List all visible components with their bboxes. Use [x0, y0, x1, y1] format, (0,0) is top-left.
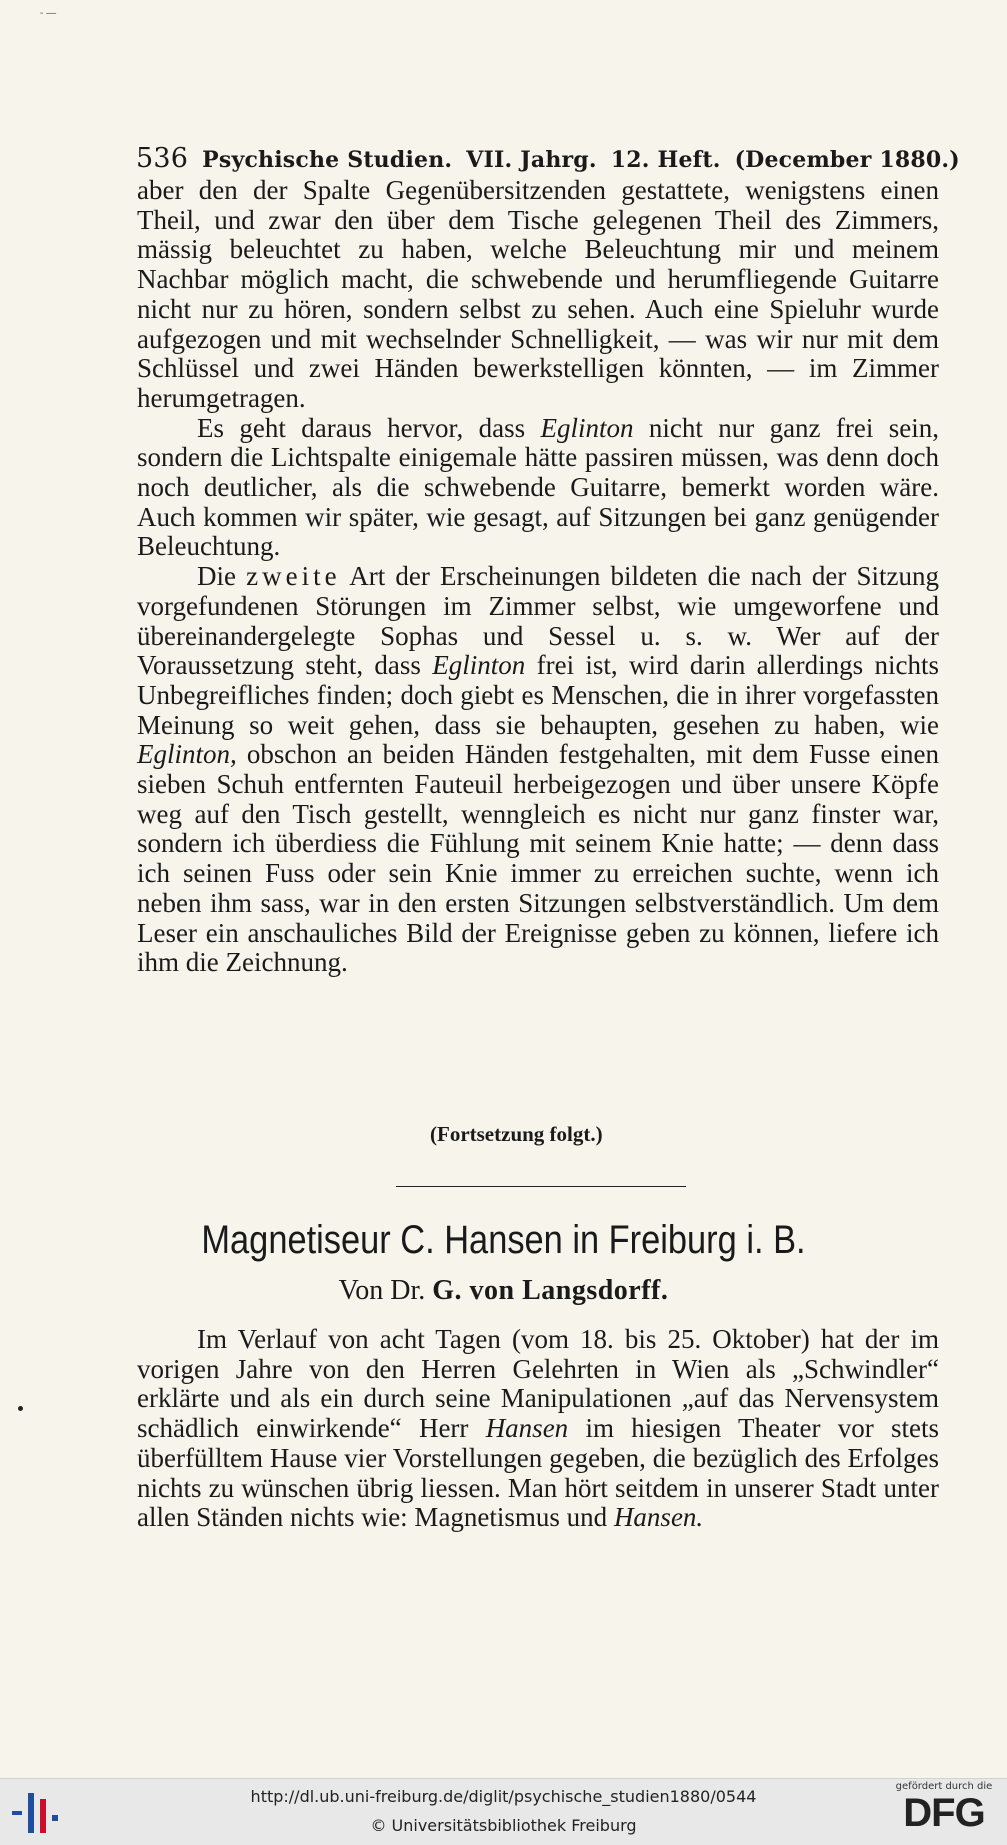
person-name: Hansen.	[613, 1502, 704, 1533]
person-name: Eglinton	[432, 650, 526, 681]
issue-date: (December 1880.)	[734, 147, 960, 173]
person-name: Hansen	[485, 1413, 569, 1444]
continuation-note: (Fortsetzung folgt.)	[430, 1122, 603, 1146]
emphasis-spaced: zweite	[246, 561, 341, 592]
dfg-logo	[889, 1781, 999, 1834]
person-name: Eglinton	[540, 412, 634, 443]
viewer-footer	[0, 1778, 1007, 1845]
paragraph: Es geht daraus hervor, dass Eglinton nicht nur ganz frei sein, sondern die Lichtspalte einigemale hätte passiren müssen, was denn doch noch deutlicher, als die schwebende Guitarre, bemerkt worden wäre. Auch kommen wir später, wie gesagt, auf Sitzungen bei ganz genügender Beleuchtung.	[137, 412, 939, 562]
section-divider	[396, 1186, 686, 1187]
paragraph: Im Verlauf von acht Tagen (vom 18. bis 25. Oktober) hat der im vorigen Jahre von den Herren Gelehrten in Wien als „Schwindler“ erklärte und als ein durch seine Manipulationen „auf das Nervensystem schädlich einwirkende“ Herr Hansen im hiesigen Theater vor stets überfülltem Hause vier Vorstellungen gegeben, die bezüglich des Erfolges nichts zu wünschen übrig liessen. Man hört seitdem in unserer Stadt unter allen Ständen nichts wie: Magnetismus und Hansen.	[137, 1324, 939, 1533]
author-name: G. von Langsdorff.	[432, 1275, 669, 1306]
dfg-wordmark: DFG	[903, 1791, 985, 1835]
running-head	[136, 143, 960, 174]
stray-ink-dot	[18, 1406, 23, 1411]
person-name: Eglinton,	[137, 739, 237, 770]
paragraph: aber den der Spalte Gegenübersitzenden gestattete, wenigstens einen Theil, und zwar den über dem Tische gelegenen Theil des Zimmers, mässig beleuchtet zu haben, welche Beleuchtung mir und meinem Nachbar möglich macht, die schwebende und herumfliegende Guitarre nicht nur zu hören, sondern selbst zu sehen. Auch eine Spieluhr wurde aufgezogen und mit wechselnder Schnelligkeit, — was wir nur mit dem Schlüssel und zwei Händen bewerkstelligen könnten, — im Zimmer herumgetragen.	[137, 175, 939, 413]
copyright: © Universitätsbibliothek Freiburg	[370, 1816, 637, 1835]
issue: 12. Heft.	[610, 147, 721, 173]
volume: VII. Jahrg.	[466, 147, 597, 173]
byline: Von Dr. G. von Langsdorff.	[338, 1275, 669, 1306]
permalink[interactable]: http://dl.ub.uni-freiburg.de/diglit/psychische_studien1880/0544	[250, 1787, 757, 1806]
article-title: Magnetiseur C. Hansen in Freiburg i. B.	[201, 1218, 806, 1262]
article-body	[137, 1325, 939, 1533]
journal-title: Psychische Studien.	[202, 147, 453, 173]
page-number: 536	[136, 143, 189, 174]
corner-mark: - —	[40, 8, 57, 19]
continued-article-body	[137, 176, 939, 978]
dfg-tagline: gefördert durch die	[895, 1781, 993, 1792]
paragraph: Die zweite Art der Erscheinungen bildeten die nach der Sitzung vorgefundenen Störungen im Zimmer selbst, wie umgeworfene und übereinandergelegte Sophas und Sessel u. s. w. Wer auf der Voraussetzung steht, dass Eglinton frei ist, wird darin allerdings nichts Unbegreifliches finden; doch giebt es Menschen, die in ihrer vorgefassten Meinung so weit gehen, dass sie behaupten, gesehen zu haben, wie Eglinton, obschon an beiden Händen festgehalten, mit dem Fusse einen sieben Schuh entfernten Fauteuil herbeigezogen und über unsere Köpfe weg auf den Tisch gestellt, wenngleich es nicht nur ganz finster war, sondern ich überdiess die Fühlung mit seinem Knie hatte; — denn dass ich seinen Fuss oder sein Knie immer zu erreichen suchte, wenn ich neben ihm sass, war in den ersten Sitzungen selbstverständlich. Um dem Leser ein anschauliches Bild der Ereignisse geben zu können, liefere ich ihm die Zeichnung.	[137, 561, 939, 978]
